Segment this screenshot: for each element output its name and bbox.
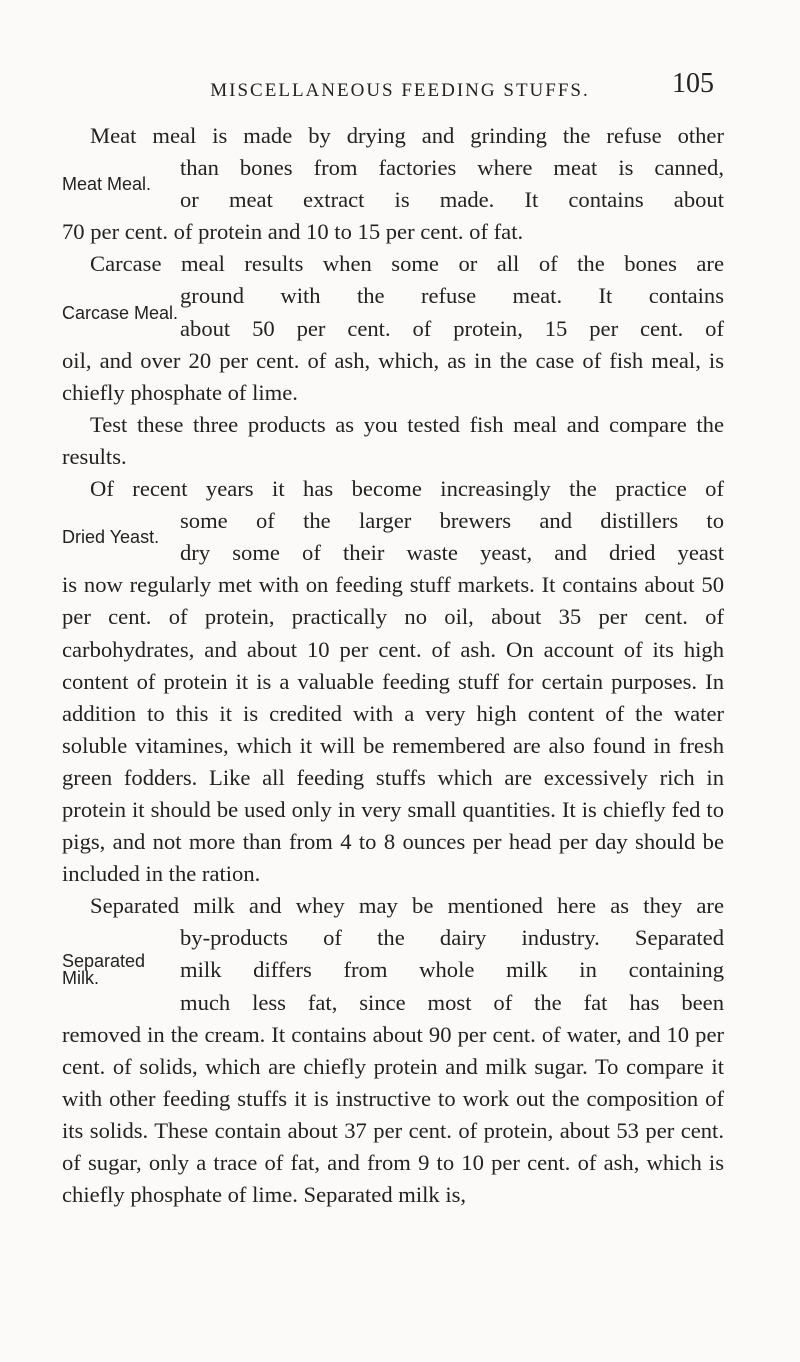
margin-heading-carcase-meal: Carcase Meal. xyxy=(62,302,179,323)
text-line: milk differs from whole milk in containing xyxy=(180,957,724,983)
text-line: by-products of the dairy industry. Separated xyxy=(180,925,724,951)
paragraph-text: is now regularly met with on feeding stuff markets. It contains about 50 per cent. of protein, practically no oil, about 35 per cent. of carbohydrates, and about 10 per cent. of ash. On account of its high content of protein it is a valuable feeding stuff for certain purposes. In addition to this it is credited with a very high content of the water soluble vitamines, which it will be remembered are also found in fresh green fodders. Like all feeding stuffs which are excessively rich in protein it should be used only in very small quantities. It is chiefly fed to pigs, and not more than from 4 to 8 ounces per head per day should be included in the ration. xyxy=(62,572,724,887)
text-line: dry some of their waste yeast, and dried yeast xyxy=(180,540,724,566)
margin-note-block xyxy=(62,280,724,344)
margin-note-block xyxy=(62,505,724,569)
paragraph-text: oil, and over 20 per cent. of ash, which, as in the case of fish meal, is chiefly phosphate of lime. xyxy=(62,347,724,405)
text-line: ground with the refuse meat. It contains xyxy=(180,283,724,309)
text-line: some of the larger brewers and distillers to xyxy=(180,508,724,534)
paragraph-first-line: Carcase meal results when some or all of the bones are xyxy=(90,251,724,277)
paragraph-text: removed in the cream. It contains about 90 per cent. of water, and 10 per cent. of solids, which are chiefly protein and milk sugar. To compare it with other feeding stuffs it is instructive to work out the composition of its solids. These contain about 37 per cent. of protein, about 53 per cent. of sugar, only a trace of fat, and from 9 to 10 per cent. of ash, which is chiefly phosphate of lime. Separated milk is, xyxy=(62,1021,724,1208)
running-title: MISCELLANEOUS FEEDING STUFFS. xyxy=(210,80,590,101)
text-line: than bones from factories where meat is canned, xyxy=(180,155,724,181)
paragraph-first-line: Separated milk and whey may be mentioned here as they are xyxy=(90,893,724,919)
paragraph-first-line: Of recent years it has become increasingly the practice of xyxy=(90,476,724,502)
page-number: 105 xyxy=(672,68,714,99)
body-text xyxy=(62,120,724,1211)
margin-heading-dried-yeast: Dried Yeast. xyxy=(62,527,160,548)
margin-heading-separated-milk: Separated Milk. xyxy=(62,951,146,989)
text-line: about 50 per cent. of protein, 15 per cent. of xyxy=(180,315,724,341)
margin-note-block xyxy=(62,152,724,216)
page-header xyxy=(0,0,800,110)
paragraph-text: 70 per cent. of protein and 10 to 15 per cent. of fat. xyxy=(62,219,524,245)
margin-note-block xyxy=(62,922,724,1018)
text-line: much less fat, since most of the fat has been xyxy=(180,989,724,1015)
paragraph-first-line: Meat meal is made by drying and grinding the refuse other xyxy=(90,123,724,148)
text-line: or meat extract is made. It contains about xyxy=(180,187,724,213)
paragraph-text: Test these three products as you tested fish meal and compare the results. xyxy=(62,411,724,469)
margin-heading-meat-meal: Meat Meal. xyxy=(62,174,152,195)
